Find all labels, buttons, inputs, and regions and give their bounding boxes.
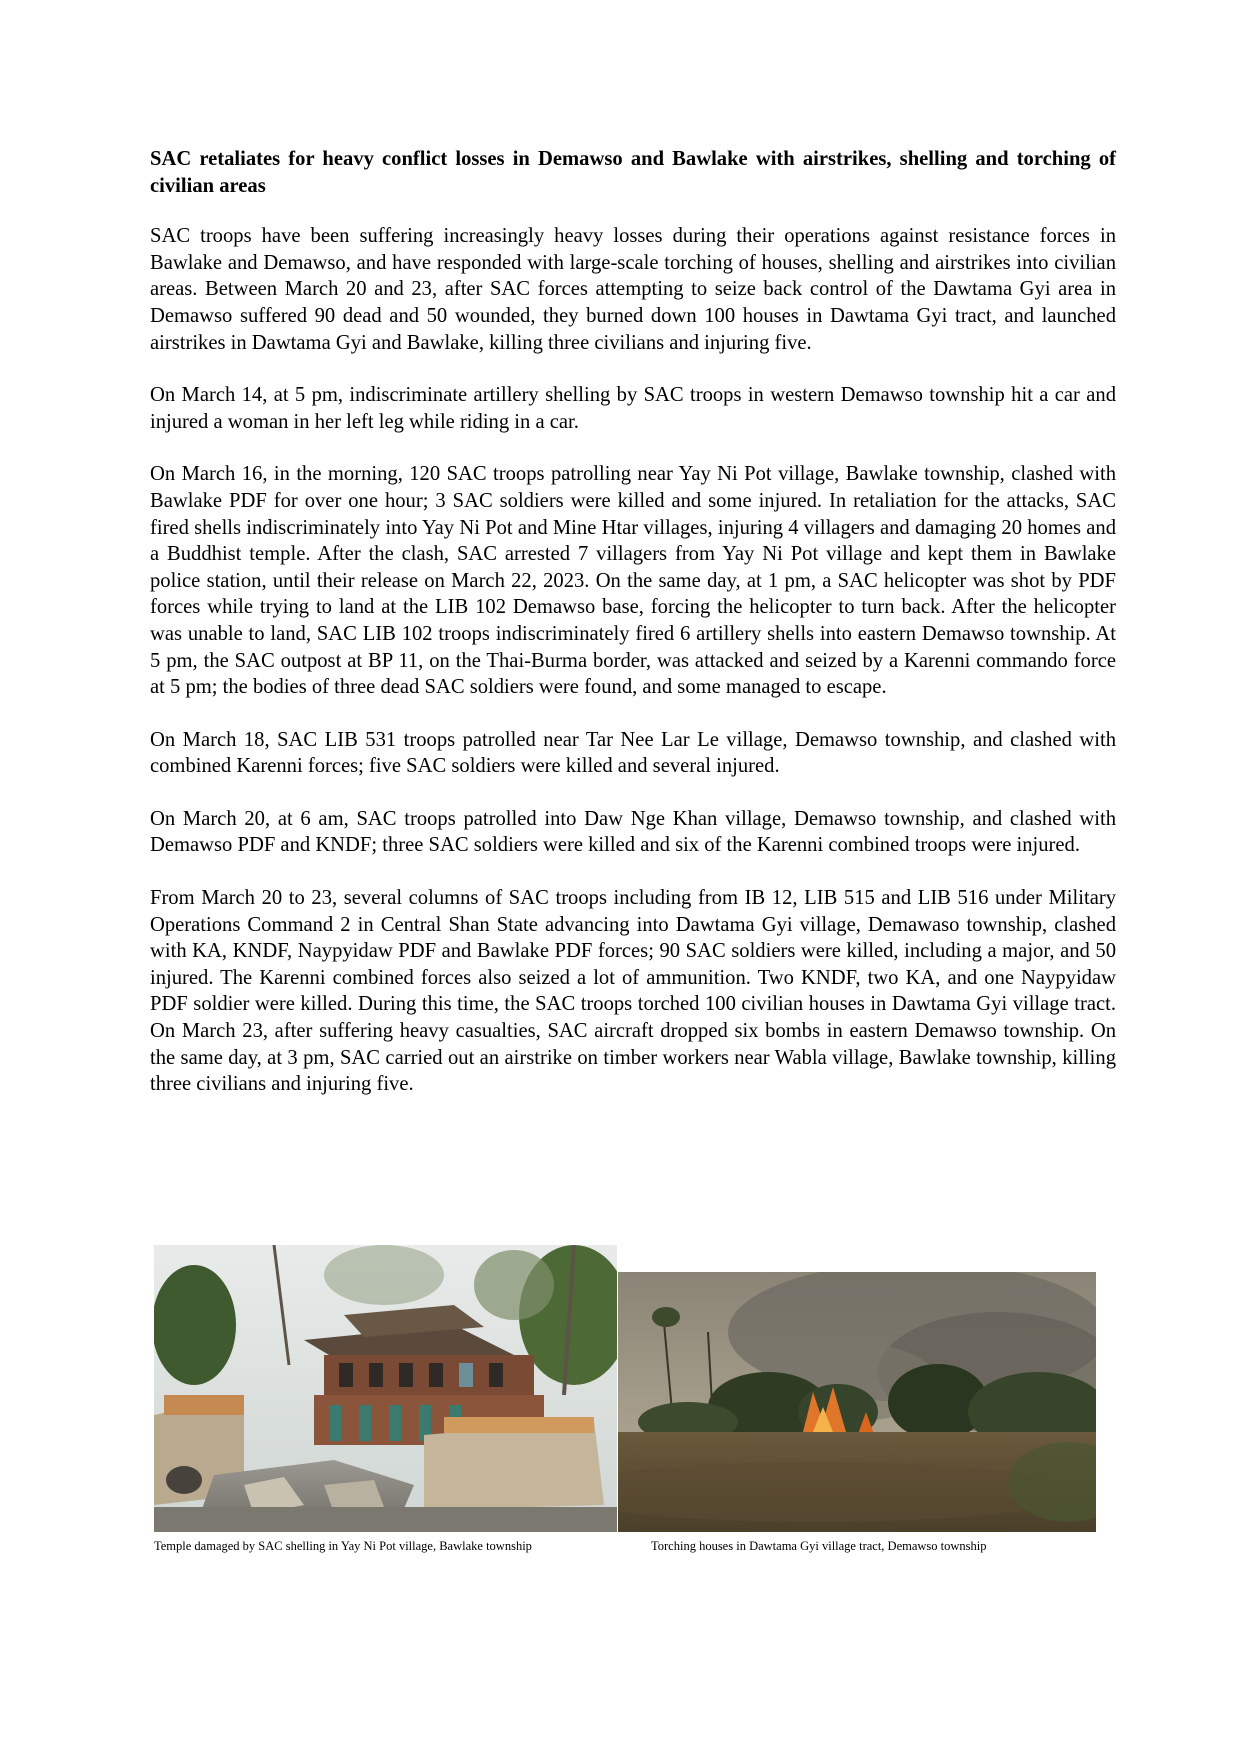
photo-caption-left: Temple damaged by SAC shelling in Yay Ni Pot village, Bawlake township <box>154 1539 532 1553</box>
damaged-temple-photo <box>154 1245 617 1532</box>
article-headline: SAC retaliates for heavy conflict losses in Demawso and Bawlake with airstrikes, shelling and torching of civilian areas <box>150 148 1116 197</box>
paragraph-march-20-23: From March 20 to 23, several columns of SAC troops including from IB 12, LIB 515 and LIB 516 under Military Operations Command 2 in Central Shan State advancing into Dawtama Gyi village, Demawaso township, clashed with KA, KNDF, Naypyidaw PDF and Bawlake PDF forces; 90 SAC soldiers were killed, including a major, and 50 injured. The Karenni combined forces also seized a lot of ammunition. Two KNDF, two KA, and one Naypyidaw PDF soldier were killed. During this time, the SAC troops torched 100 civilian houses in Dawtama Gyi village tract. On March 23, after suffering heavy casualties, SAC aircraft dropped six bombs in eastern Demawso township. On the same day, at 3 pm, SAC carried out an airstrike on timber workers near Wabla village, Bawlake township, killing three civilians and injuring five. <box>150 887 1116 1096</box>
paragraph-march-14: On March 14, at 5 pm, indiscriminate artillery shelling by SAC troops in western Demawso township hit a car and injured a woman in her left leg while riding in a car. <box>150 384 1116 433</box>
document-page <box>150 146 1116 1124</box>
photo-caption-right: Torching houses in Dawtama Gyi village tract, Demawso township <box>651 1539 987 1553</box>
paragraph-march-16: On March 16, in the morning, 120 SAC troops patrolling near Yay Ni Pot village, Bawlake township, clashed with Bawlake PDF for over one hour; 3 SAC soldiers were killed and some injured. In retaliation for the attacks, SAC fired shells indiscriminately into Yay Ni Pot and Mine Htar villages, injuring 4 villagers and damaging 20 homes and a Buddhist temple. After the clash, SAC arrested 7 villagers from Yay Ni Pot village and kept them in Bawlake police station, until their release on March 22, 2023. On the same day, at 1 pm, a SAC helicopter was shot by PDF forces while trying to land at the LIB 102 Demawso base, forcing the helicopter to turn back. After the helicopter was unable to land, SAC LIB 102 troops indiscriminately fired 6 artillery shells into eastern Demawso township. At 5 pm, the SAC outpost at BP 11, on the Thai-Burma border, was attacked and seized by a Karenni commando force at 5 pm; the bodies of three dead SAC soldiers were found, and some managed to escape. <box>150 463 1116 699</box>
paragraph-march-18: On March 18, SAC LIB 531 troops patrolled near Tar Nee Lar Le village, Demawso township, and clashed with combined Karenni forces; five SAC soldiers were killed and several injured. <box>150 728 1116 778</box>
paragraph-intro: SAC troops have been suffering increasingly heavy losses during their operations against resistance forces in Bawlake and Demawso, and have responded with large-scale torching of houses, shelling and airstrikes into civilian areas. Between March 20 and 23, after SAC forces attempting to seize back control of the Dawtama Gyi area in Demawso suffered 90 dead and 50 wounded, they burned down 100 houses in Dawtama Gyi tract, and launched airstrikes in Dawtama Gyi and Bawlake, killing three civilians and injuring five. <box>150 225 1116 354</box>
paragraph-march-20: On March 20, at 6 am, SAC troops patrolled into Daw Nge Khan village, Demawso township, and clashed with Demawso PDF and KNDF; three SAC soldiers were killed and six of the Karenni combined troops were injured. <box>150 807 1116 857</box>
burning-houses-photo <box>618 1272 1096 1532</box>
photo-section <box>154 1245 1099 1565</box>
